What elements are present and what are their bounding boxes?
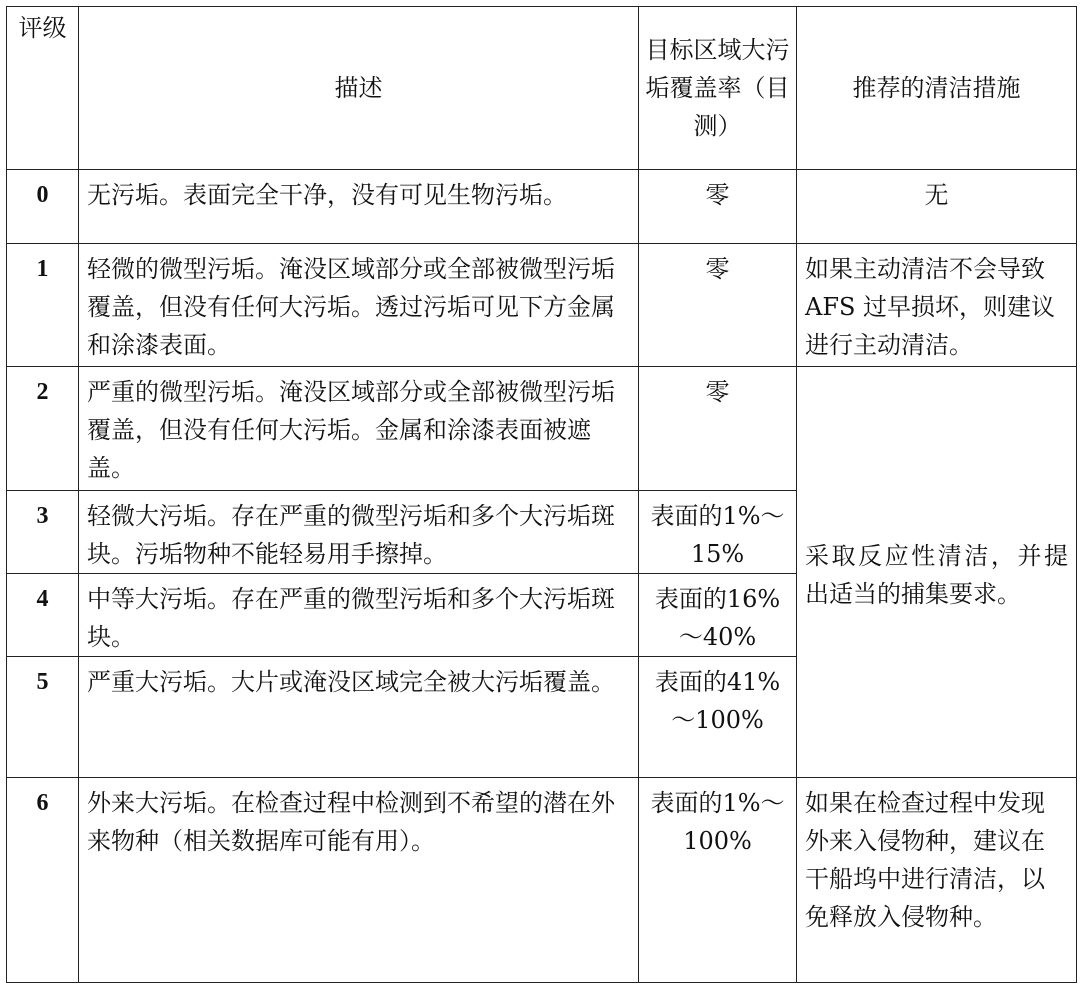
description-cell: 轻微的微型污垢。淹没区域部分或全部被微型污垢覆盖，但没有任何大污垢。透过污垢可见下方金属和涂漆表面。: [79, 244, 639, 367]
description-cell: 严重的微型污垢。淹没区域部分或全部被微型污垢覆盖，但没有任何大污垢。金属和涂漆表面被遮盖。: [79, 367, 639, 491]
measure-cell-merged: 采取反应性清洁，并提出适当的捕集要求。: [797, 367, 1077, 778]
header-description: 描述: [79, 7, 639, 170]
table-header-row: [7, 7, 1077, 170]
grade-cell: 2: [7, 367, 79, 491]
coverage-cell: 表面的1%～100%: [639, 778, 797, 983]
description-cell: 严重大污垢。大片或淹没区域完全被大污垢覆盖。: [79, 657, 639, 778]
fouling-rating-table: [6, 6, 1077, 983]
grade-cell: 1: [7, 244, 79, 367]
header-coverage: 目标区域大污垢覆盖率（目测）: [639, 7, 797, 170]
coverage-cell: 零: [639, 170, 797, 244]
table-row: [7, 170, 1077, 244]
measure-cell: 无: [797, 170, 1077, 244]
grade-cell: 0: [7, 170, 79, 244]
header-measures: 推荐的清洁措施: [797, 7, 1077, 170]
table-row: [7, 244, 1077, 367]
grade-cell: 6: [7, 778, 79, 983]
grade-cell: 3: [7, 491, 79, 574]
measure-cell: 如果主动清洁不会导致 AFS 过早损坏，则建议进行主动清洁。: [797, 244, 1077, 367]
description-cell: 外来大污垢。在检查过程中检测到不希望的潜在外来物种（相关数据库可能有用）。: [79, 778, 639, 983]
description-cell: 中等大污垢。存在严重的微型污垢和多个大污垢斑块。: [79, 574, 639, 657]
grade-cell: 4: [7, 574, 79, 657]
coverage-cell: 表面的1%～15%: [639, 491, 797, 574]
header-rating: 评级: [7, 7, 79, 170]
description-cell: 轻微大污垢。存在严重的微型污垢和多个大污垢斑块。污垢物种不能轻易用手擦掉。: [79, 491, 639, 574]
coverage-cell: 零: [639, 244, 797, 367]
coverage-cell: 表面的41%～100%: [639, 657, 797, 778]
grade-cell: 5: [7, 657, 79, 778]
table-row: [7, 778, 1077, 983]
measure-cell: 如果在检查过程中发现外来入侵物种，建议在干船坞中进行清洁，以免释放入侵物种。: [797, 778, 1077, 983]
coverage-cell: 表面的16%～40%: [639, 574, 797, 657]
table-row: [7, 367, 1077, 491]
coverage-cell: 零: [639, 367, 797, 491]
description-cell: 无污垢。表面完全干净，没有可见生物污垢。: [79, 170, 639, 244]
